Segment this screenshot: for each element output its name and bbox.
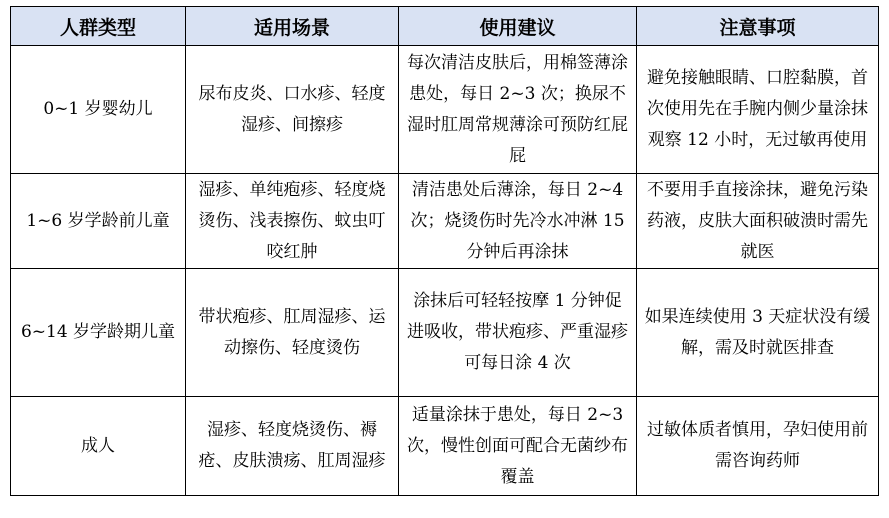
table-row — [11, 174, 879, 269]
caution-cell: 如果连续使用 3 天症状没有缓解，需及时就医排查 — [637, 269, 879, 397]
usage-guide-table — [10, 6, 879, 496]
caution-cell: 过敏体质者慎用，孕妇使用前需咨询药师 — [637, 397, 879, 496]
header-advice: 使用建议 — [399, 7, 637, 46]
header-group: 人群类型 — [11, 7, 186, 46]
scenario-cell: 湿疹、轻度烧烫伤、褥疮、皮肤溃疡、肛周湿疹 — [186, 397, 399, 496]
group-cell: 0~1 岁婴幼儿 — [11, 46, 186, 174]
table-row — [11, 269, 879, 397]
table-row — [11, 397, 879, 496]
advice-cell: 每次清洁皮肤后，用棉签薄涂患处，每日 2~3 次；换尿不湿时肛周常规薄涂可预防红屁屁 — [399, 46, 637, 174]
header-caution: 注意事项 — [637, 7, 879, 46]
advice-cell: 清洁患处后薄涂，每日 2~4 次；烧烫伤时先冷水冲淋 15 分钟后再涂抹 — [399, 174, 637, 269]
caution-cell: 避免接触眼睛、口腔黏膜，首次使用先在手腕内侧少量涂抹观察 12 小时，无过敏再使用 — [637, 46, 879, 174]
scenario-cell: 带状疱疹、肛周湿疹、运动擦伤、轻度烫伤 — [186, 269, 399, 397]
caution-cell: 不要用手直接涂抹，避免污染药液，皮肤大面积破溃时需先就医 — [637, 174, 879, 269]
header-scenario: 适用场景 — [186, 7, 399, 46]
group-cell: 6~14 岁学龄期儿童 — [11, 269, 186, 397]
advice-cell: 适量涂抹于患处，每日 2~3 次，慢性创面可配合无菌纱布覆盖 — [399, 397, 637, 496]
table-row — [11, 46, 879, 174]
group-cell: 成人 — [11, 397, 186, 496]
group-cell: 1~6 岁学龄前儿童 — [11, 174, 186, 269]
scenario-cell: 尿布皮炎、口水疹、轻度湿疹、间擦疹 — [186, 46, 399, 174]
advice-cell: 涂抹后可轻轻按摩 1 分钟促进吸收，带状疱疹、严重湿疹可每日涂 4 次 — [399, 269, 637, 397]
scenario-cell: 湿疹、单纯疱疹、轻度烧烫伤、浅表擦伤、蚊虫叮咬红肿 — [186, 174, 399, 269]
header-row — [11, 7, 879, 46]
